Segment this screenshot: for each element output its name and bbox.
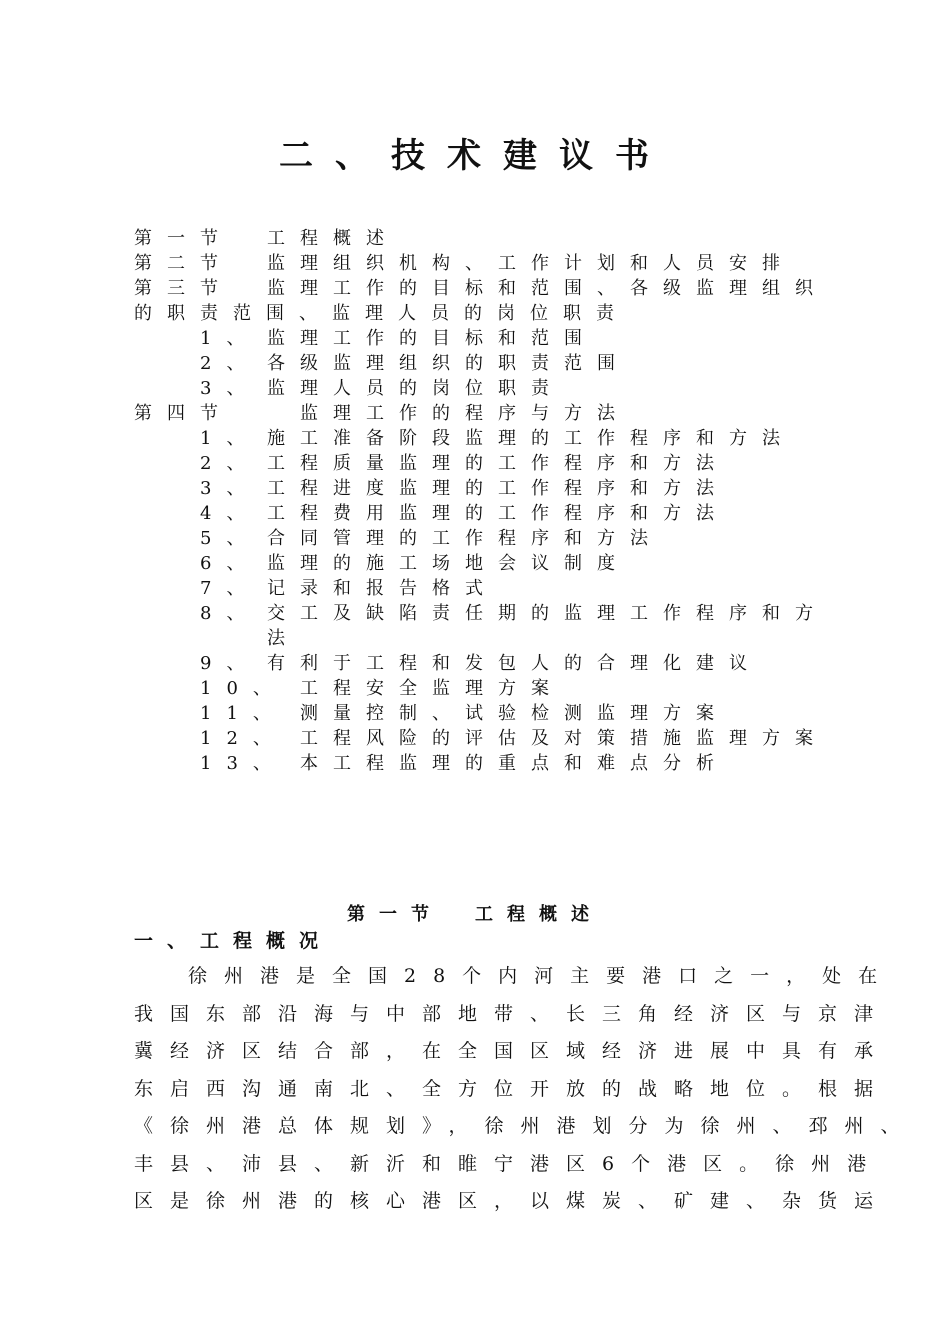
toc-entry-text: 合同管理的工作程序和方法	[267, 528, 663, 549]
toc-entry-text: 工程费用监理的工作程序和方法	[267, 503, 729, 524]
toc-entry-label: 3、	[200, 378, 260, 399]
toc-entry-text: 的职责范围、监理人员的岗位职责	[134, 303, 629, 324]
toc-entry-text: 法	[267, 628, 300, 649]
toc-entry	[134, 426, 834, 451]
toc-entry-text: 监理工作的目标和范围	[267, 328, 597, 349]
toc-entry	[134, 226, 834, 251]
toc-entry-text: 工程进度监理的工作程序和方法	[267, 478, 729, 499]
toc-entry	[134, 251, 834, 276]
toc-entry-text: 施工准备阶段监理的工作程序和方法	[267, 428, 795, 449]
toc-entry-text: 本工程监理的重点和难点分析	[300, 753, 729, 774]
toc-entry-text: 有利于工程和发包人的合理化建议	[267, 653, 762, 674]
toc-entry	[134, 751, 834, 776]
toc-entry-label: 2、	[200, 453, 260, 474]
toc-entry	[134, 376, 834, 401]
table-of-contents	[134, 226, 834, 776]
toc-entry-text: 记录和报告格式	[267, 578, 498, 599]
toc-entry-label: 第二节	[134, 253, 233, 274]
body-paragraph	[134, 958, 917, 1221]
toc-entry-label: 2、	[200, 353, 260, 374]
toc-entry	[134, 301, 834, 326]
toc-entry-label: 10、	[200, 678, 286, 699]
toc-entry-text: 监理组织机构、工作计划和人员安排	[267, 253, 795, 274]
toc-entry-text: 工程概述	[267, 228, 399, 249]
toc-entry-text: 各级监理组织的职责范围	[267, 353, 630, 374]
toc-entry-label: 6、	[200, 553, 260, 574]
toc-entry-text: 测量控制、试验检测监理方案	[300, 703, 729, 724]
paragraph-line: 区是徐州港的核心港区，以煤炭、矿建、杂货运	[134, 1190, 891, 1212]
toc-entry	[134, 701, 834, 726]
toc-entry	[134, 451, 834, 476]
toc-entry	[134, 626, 834, 651]
toc-entry-text: 工程质量监理的工作程序和方法	[267, 453, 729, 474]
paragraph-line: 丰县、沛县、新沂和睢宁港区6个港区。徐州港	[134, 1152, 884, 1175]
sub-heading: 一、工程概况	[134, 930, 333, 952]
toc-entry	[134, 501, 834, 526]
toc-entry-label: 8、	[200, 603, 260, 624]
toc-entry-text: 监理人员的岗位职责	[267, 378, 564, 399]
paragraph-line: 东启西沟通南北、全方位开放的战略地位。根据	[134, 1077, 891, 1100]
toc-entry-label: 1、	[200, 428, 260, 449]
document-title: 二、技术建议书	[279, 136, 671, 176]
toc-entry-text: 监理工作的程序与方法	[300, 403, 630, 424]
toc-entry-label: 第一节	[134, 228, 233, 249]
toc-entry	[134, 676, 834, 701]
toc-entry	[134, 601, 834, 626]
toc-entry-text: 监理的施工场地会议制度	[267, 553, 630, 574]
toc-entry	[134, 726, 834, 751]
toc-entry	[134, 551, 834, 576]
toc-entry-text: 工程风险的评估及对策措施监理方案	[300, 728, 828, 749]
section-heading: 第一节 工程概述	[347, 904, 603, 925]
toc-entry-label: 11、	[200, 703, 286, 724]
toc-entry-text: 监理工作的目标和范围、各级监理组织	[267, 278, 828, 299]
toc-entry	[134, 326, 834, 351]
paragraph-line: 《徐州港总体规划》，徐州港划分为徐州、邳州、	[134, 1115, 917, 1137]
toc-entry-label: 第四节	[134, 403, 233, 424]
toc-entry-label: 13、	[200, 753, 286, 774]
paragraph-line: 冀经济区结合部，在全国区域经济进展中具有承	[134, 1040, 891, 1062]
toc-entry-label: 4、	[200, 503, 260, 524]
toc-entry	[134, 351, 834, 376]
toc-entry-text: 工程安全监理方案	[300, 678, 564, 699]
toc-entry-label: 7、	[200, 578, 260, 599]
toc-entry-label: 5、	[200, 528, 260, 549]
toc-entry	[134, 401, 834, 426]
toc-entry	[134, 651, 834, 676]
toc-entry	[134, 576, 834, 601]
toc-entry-text: 交工及缺陷责任期的监理工作程序和方	[267, 603, 828, 624]
toc-entry	[134, 276, 834, 301]
toc-entry-label: 1、	[200, 328, 260, 349]
toc-entry	[134, 476, 834, 501]
toc-entry	[134, 526, 834, 551]
toc-entry-label: 第三节	[134, 278, 233, 299]
toc-entry-label: 9、	[200, 653, 260, 674]
paragraph-line: 徐州港是全国28个内河主要港口之一，处在	[152, 965, 895, 987]
toc-entry-label: 3、	[200, 478, 260, 499]
toc-entry-label: 12、	[200, 728, 286, 749]
paragraph-line: 我国东部沿海与中部地带、长三角经济区与京津	[134, 1002, 891, 1025]
